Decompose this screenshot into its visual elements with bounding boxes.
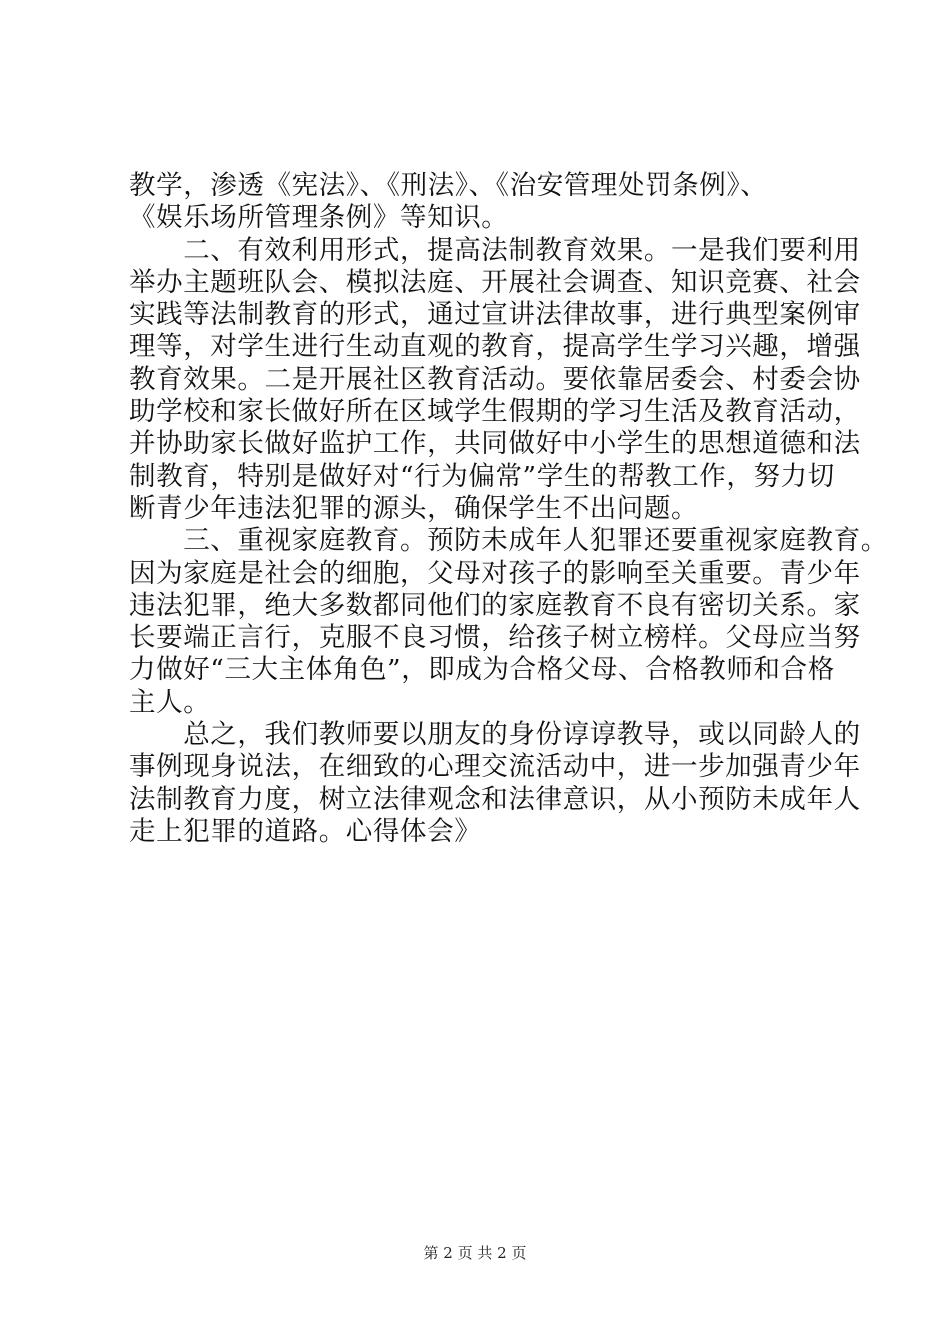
page-number-footer: 第 2 页 共 2 页 [423, 1244, 527, 1262]
text-line: 并协助家长做好监护工作，共同做好中小学生的思想道德和法 [129, 428, 861, 460]
text-line: 主人。 [129, 686, 211, 718]
text-line: 教育效果。二是开展社区教育活动。要依靠居委会、村委会协 [129, 363, 861, 395]
text-line: 制教育，特别是做好对“行为偏常”学生的帮教工作，努力切 [129, 460, 835, 492]
text-line: 力做好“三大主体角色”，即成为合格父母、合格教师和合格 [129, 654, 835, 686]
text-line: 断青少年违法犯罪的源头，确保学生不出问题。 [129, 492, 699, 524]
text-line: 二、有效利用形式，提高法制教育效果。一是我们要利用 [129, 234, 861, 266]
text-line: 三、重视家庭教育。预防未成年人犯罪还要重视家庭教育。 [129, 525, 888, 557]
text-line: 违法犯罪，绝大多数都同他们的家庭教育不良有密切关系。家 [129, 589, 861, 621]
text-line: 《娱乐场所管理条例》等知识。 [129, 202, 509, 234]
text-line: 法制教育力度，树立法律观念和法律意识，从小预防未成年人 [129, 783, 861, 815]
document-body [129, 170, 888, 848]
text-line: 事例现身说法，在细致的心理交流活动中，进一步加强青少年 [129, 751, 861, 783]
text-line: 教学，渗透《宪法》、《刑法》、《治安管理处罚条例》、 [129, 170, 768, 201]
text-line: 因为家庭是社会的细胞，父母对孩子的影响至关重要。青少年 [129, 557, 861, 589]
text-line: 走上犯罪的道路。心得体会》 [129, 815, 482, 847]
text-line: 助学校和家长做好所在区域学生假期的学习生活及教育活动， [129, 396, 861, 428]
text-line: 举办主题班队会、模拟法庭、开展社会调查、知识竞赛、社会 [129, 266, 861, 298]
text-line: 总之，我们教师要以朋友的身份谆谆教导，或以同龄人的 [129, 719, 861, 751]
text-line: 理等，对学生进行生动直观的教育，提高学生学习兴趣，增强 [129, 331, 861, 363]
text-line: 实践等法制教育的形式，通过宣讲法律故事，进行典型案例审 [129, 299, 861, 331]
text-line: 长要端正言行，克服不良习惯，给孩子树立榜样。父母应当努 [129, 622, 861, 654]
